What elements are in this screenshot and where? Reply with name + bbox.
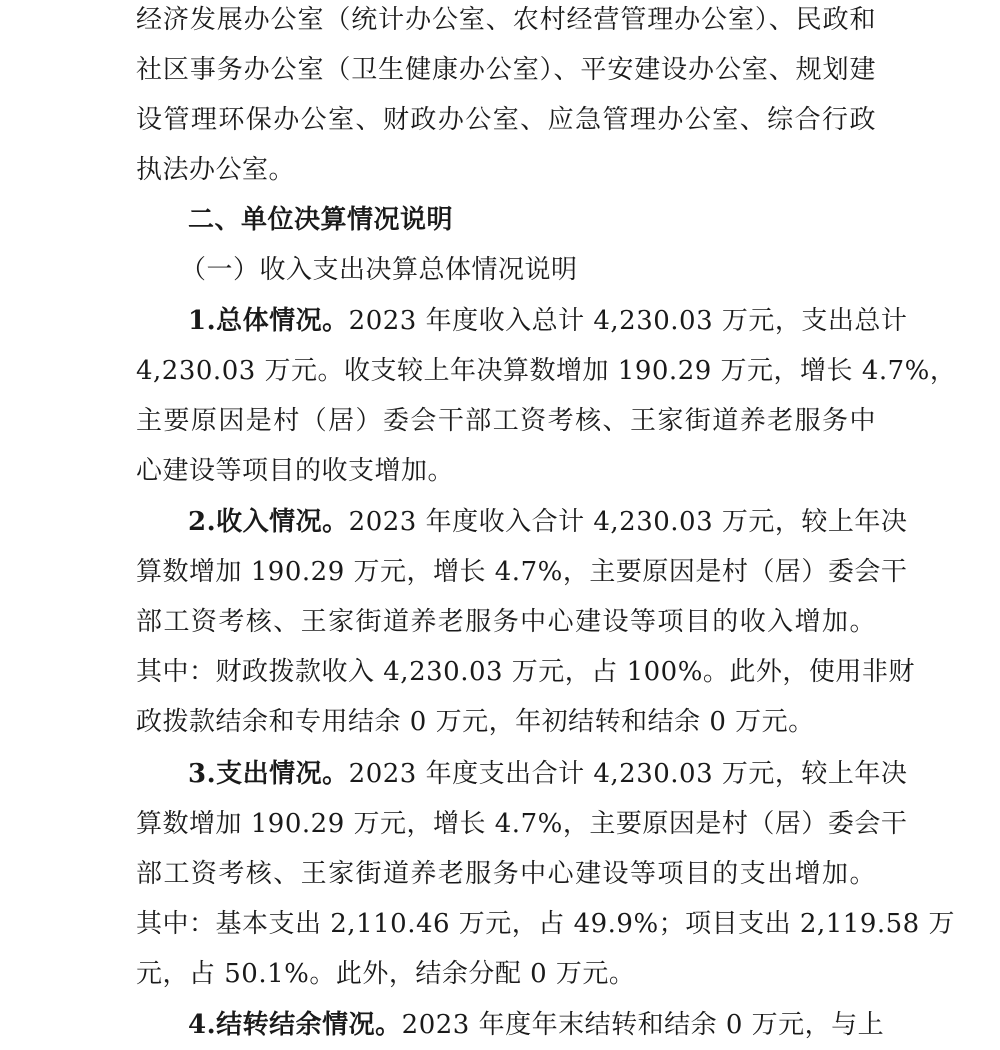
paragraph-income-line-3: 部工资考核、王家街道养老服务中心建设等项目的收入增加。 [136,607,876,637]
paragraph-overall-text: 2023 年度收入总计 4,230.03 万元，支出总计 [348,306,908,336]
paragraph-income-line-5: 政拨款结余和专用结余 0 万元，年初结转和结余 0 万元。 [136,707,815,737]
intro-line-3: 设管理环保办公室、财政办公室、应急管理办公室、综合行政 [136,105,876,135]
paragraph-expense-line-1 [188,749,908,799]
section-heading: 二、单位决算情况说明 [188,205,454,235]
paragraph-expense-line-5: 元，占 50.1%。此外，结余分配 0 万元。 [136,959,636,989]
paragraph-expense-line-3: 部工资考核、王家街道养老服务中心建设等项目的支出增加。 [136,859,876,889]
paragraph-income-line-4: 其中：财政拨款收入 4,230.03 万元，占 100%。此外，使用非财 [136,657,915,687]
paragraph-overall-label: 1.总体情况。 [188,306,349,336]
paragraph-expense-text: 2023 年度支出合计 4,230.03 万元，较上年决 [348,759,908,789]
paragraph-expense-label: 3.支出情况。 [188,759,349,789]
intro-line-2: 社区事务办公室（卫生健康办公室）、平安建设办公室、规划建 [136,55,876,85]
paragraph-income-line-1 [188,497,908,547]
paragraph-expense-line-4: 其中：基本支出 2,110.46 万元，占 49.9%；项目支出 2,119.58 万 [136,909,955,939]
paragraph-income-label: 2.收入情况。 [188,507,349,537]
paragraph-overall-line-1 [188,296,908,346]
paragraph-income-line-2: 算数增加 190.29 万元，增长 4.7%，主要原因是村（居）委会干 [136,557,908,587]
intro-line-1: 经济发展办公室（统计办公室、农村经营管理办公室）、民政和 [136,5,876,35]
paragraph-carryover-label: 4.结转结余情况。 [188,1010,402,1040]
paragraph-income-text: 2023 年度收入合计 4,230.03 万元，较上年决 [348,507,908,537]
paragraph-carryover-line-1 [188,1000,885,1050]
intro-line-4: 执法办公室。 [136,155,296,185]
paragraph-overall-line-3: 主要原因是村（居）委会干部工资考核、王家街道养老服务中 [136,406,876,436]
paragraph-overall-line-2: 4,230.03 万元。收支较上年决算数增加 190.29 万元，增长 4.7%， [136,356,957,386]
paragraph-carryover-text: 2023 年度年末结转和结余 0 万元，与上 [401,1010,885,1040]
paragraph-overall-line-4: 心建设等项目的收支增加。 [136,456,455,486]
subsection-heading: （一）收入支出决算总体情况说明 [180,255,578,285]
paragraph-expense-line-2: 算数增加 190.29 万元，增长 4.7%，主要原因是村（居）委会干 [136,809,908,839]
